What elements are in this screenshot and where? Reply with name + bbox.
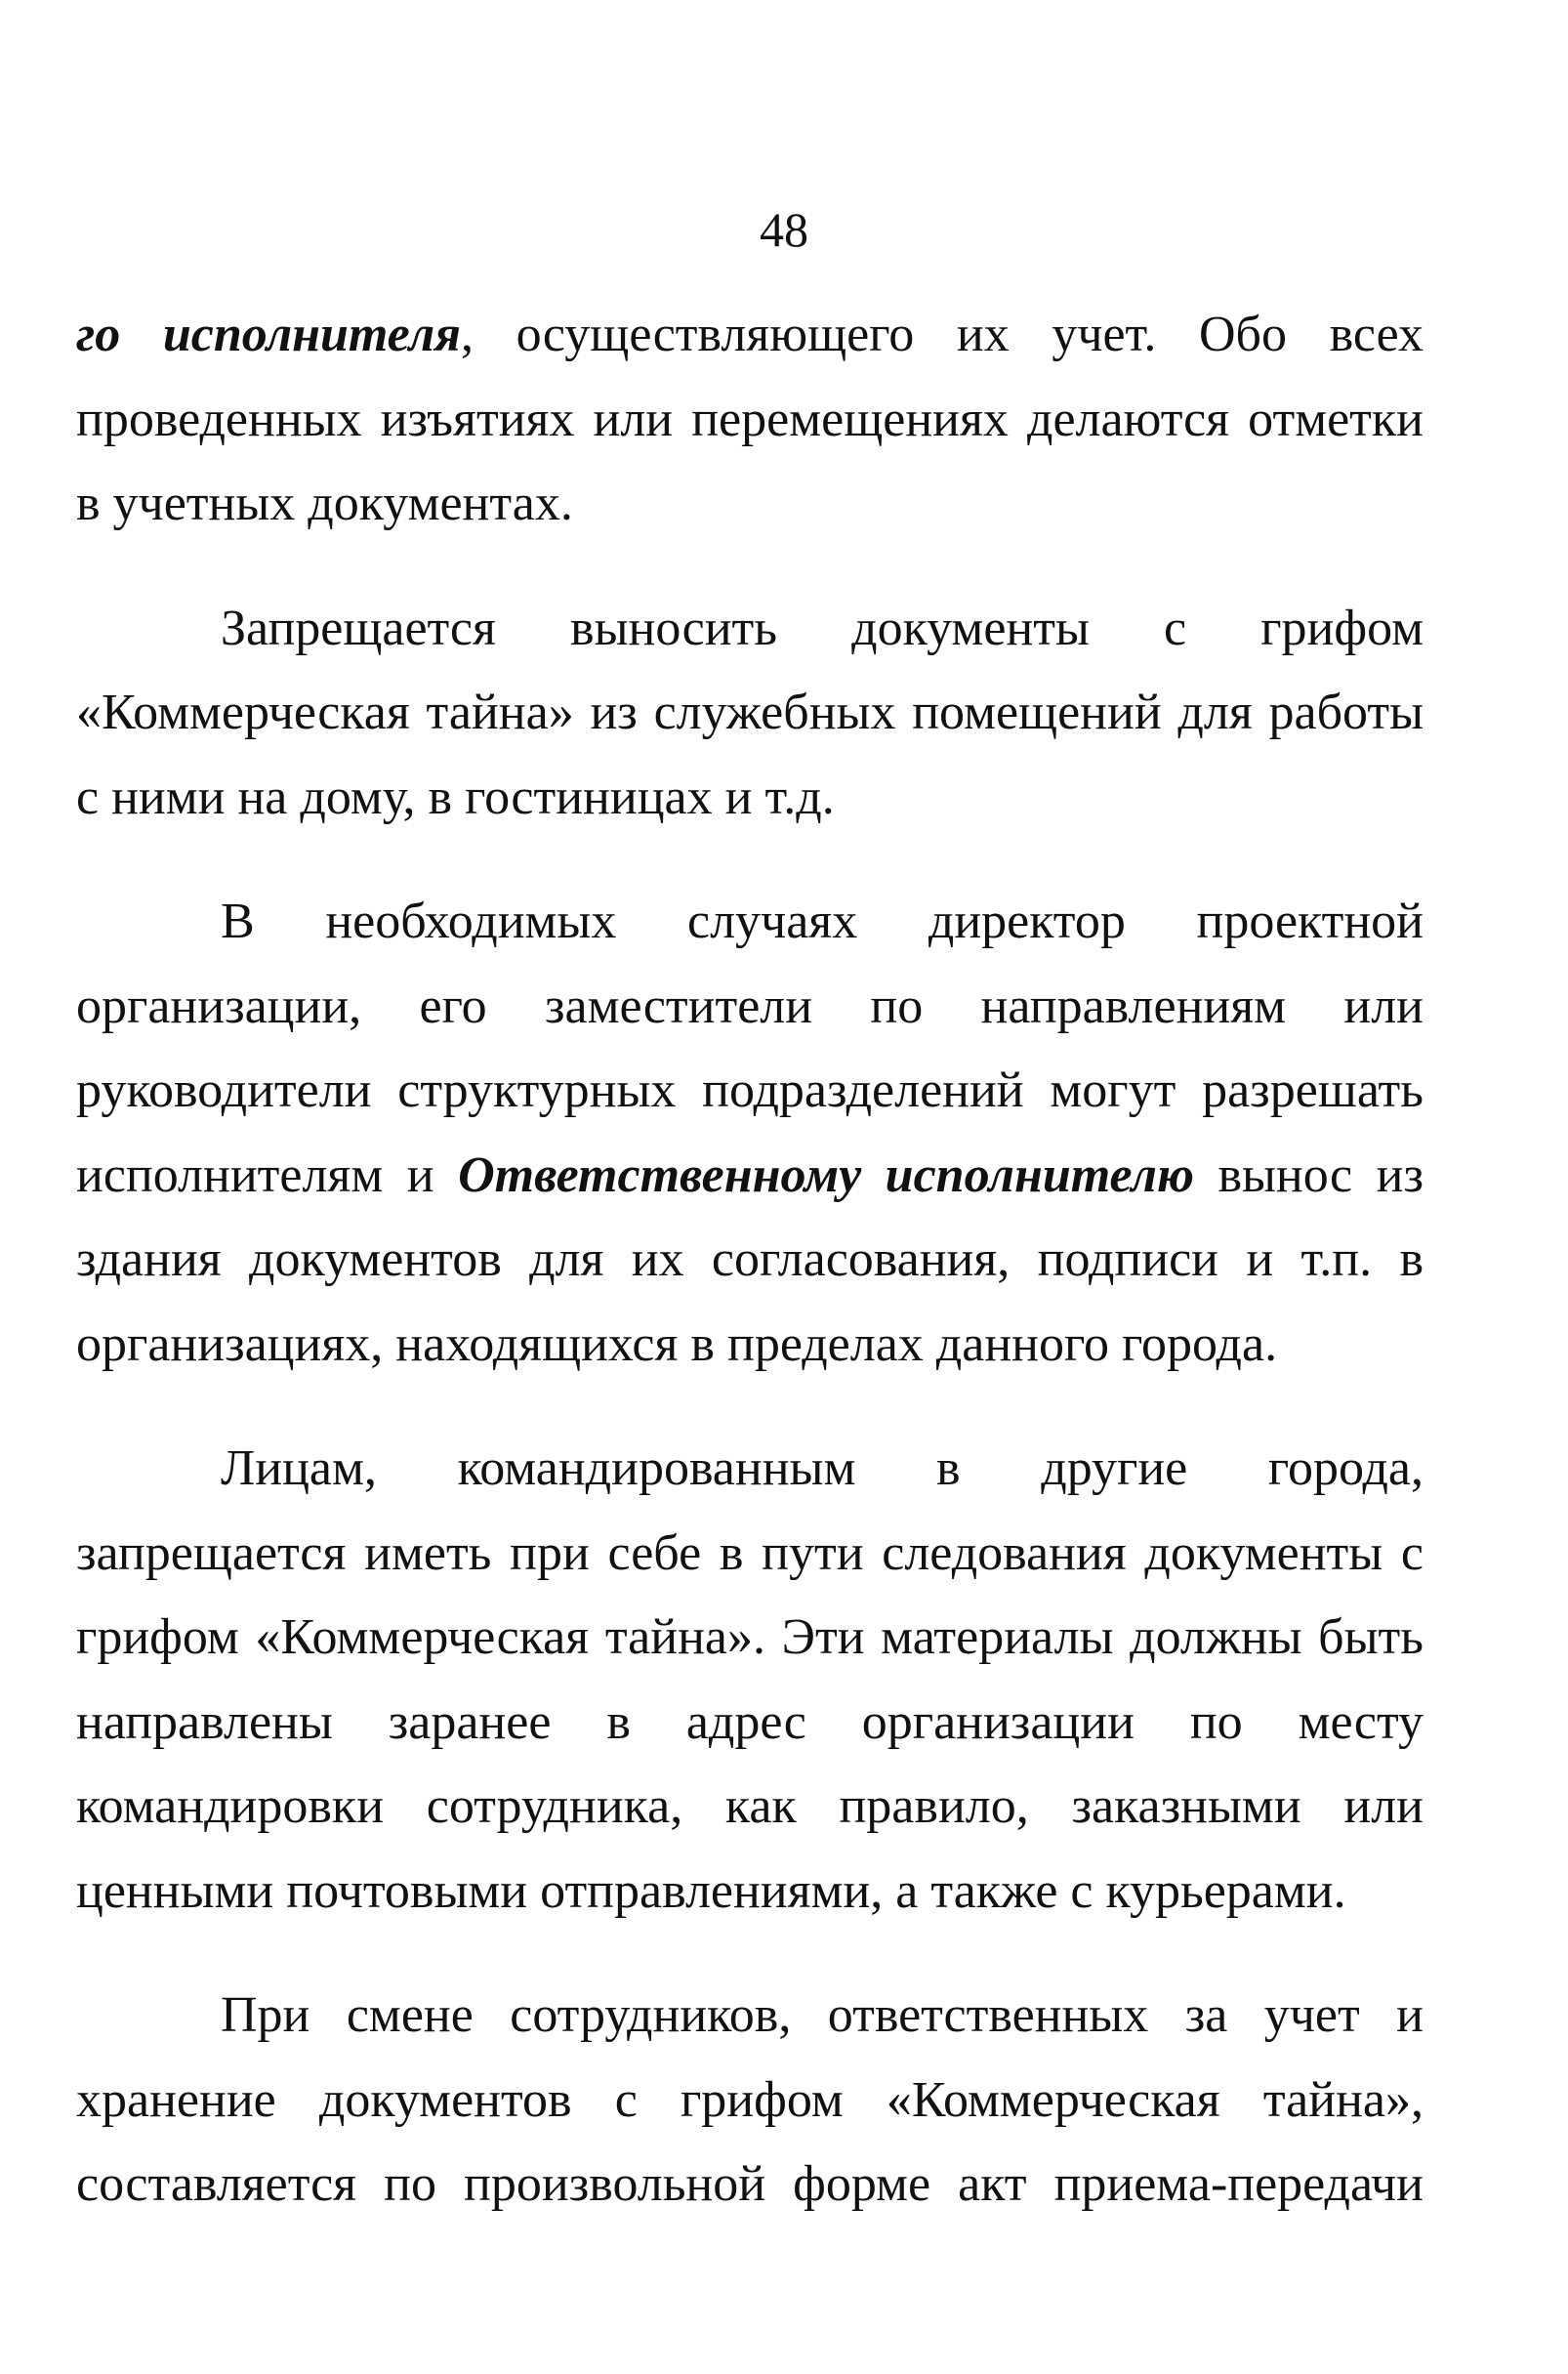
paragraph-4 [76, 1427, 1424, 1934]
emphasis-responsible-executor: го исполнителя [76, 307, 461, 362]
paragraph-2 [76, 587, 1424, 841]
page-number: 48 [760, 202, 808, 257]
paragraph-1 [76, 293, 1424, 547]
paragraph-5-text: При смене сотрудников, ответственных за учет и хранение документов с грифом «Коммерческая тайна», составляется по произвольной форме акт приема-передачи [76, 1987, 1424, 2212]
paragraph-2-text: Запрещается выносить документы с грифом «Коммерческая тайна» из служебных помещений для работы с ними на дому, в гостиницах и т.д. [76, 600, 1424, 825]
paragraph-3-text-before: В необходимых случаях директор проектной организации, его заместители по направлениям или руководители структурных подразделений могут разрешать исполнителям и [76, 894, 1424, 1203]
paragraph-5 [76, 1974, 1424, 2228]
paragraph-3 [76, 880, 1424, 1387]
paragraph-3-text-after: вынос из здания документов для их согласования, подписи и т.п. в организациях, находящихся в пределах данного города. [76, 1146, 1424, 1372]
document-body [76, 293, 1424, 2268]
paragraph-1-text: , осуществляющего их учет. Обо всех проведенных изъятиях или перемещениях делаются отметки в учетных документах. [76, 307, 1424, 531]
emphasis-responsible-executor-2: Ответственному исполнителю [458, 1146, 1194, 1203]
paragraph-4-text: Лицам, командированным в другие города, запрещается иметь при себе в пути следования документы с грифом «Коммерческая тайна». Эти материалы должны быть направлены заранее в адрес организации по месту командировки сотрудника, как правило, заказными или ценными почтовыми отправлениями, а также с курьерами. [76, 1440, 1424, 1919]
